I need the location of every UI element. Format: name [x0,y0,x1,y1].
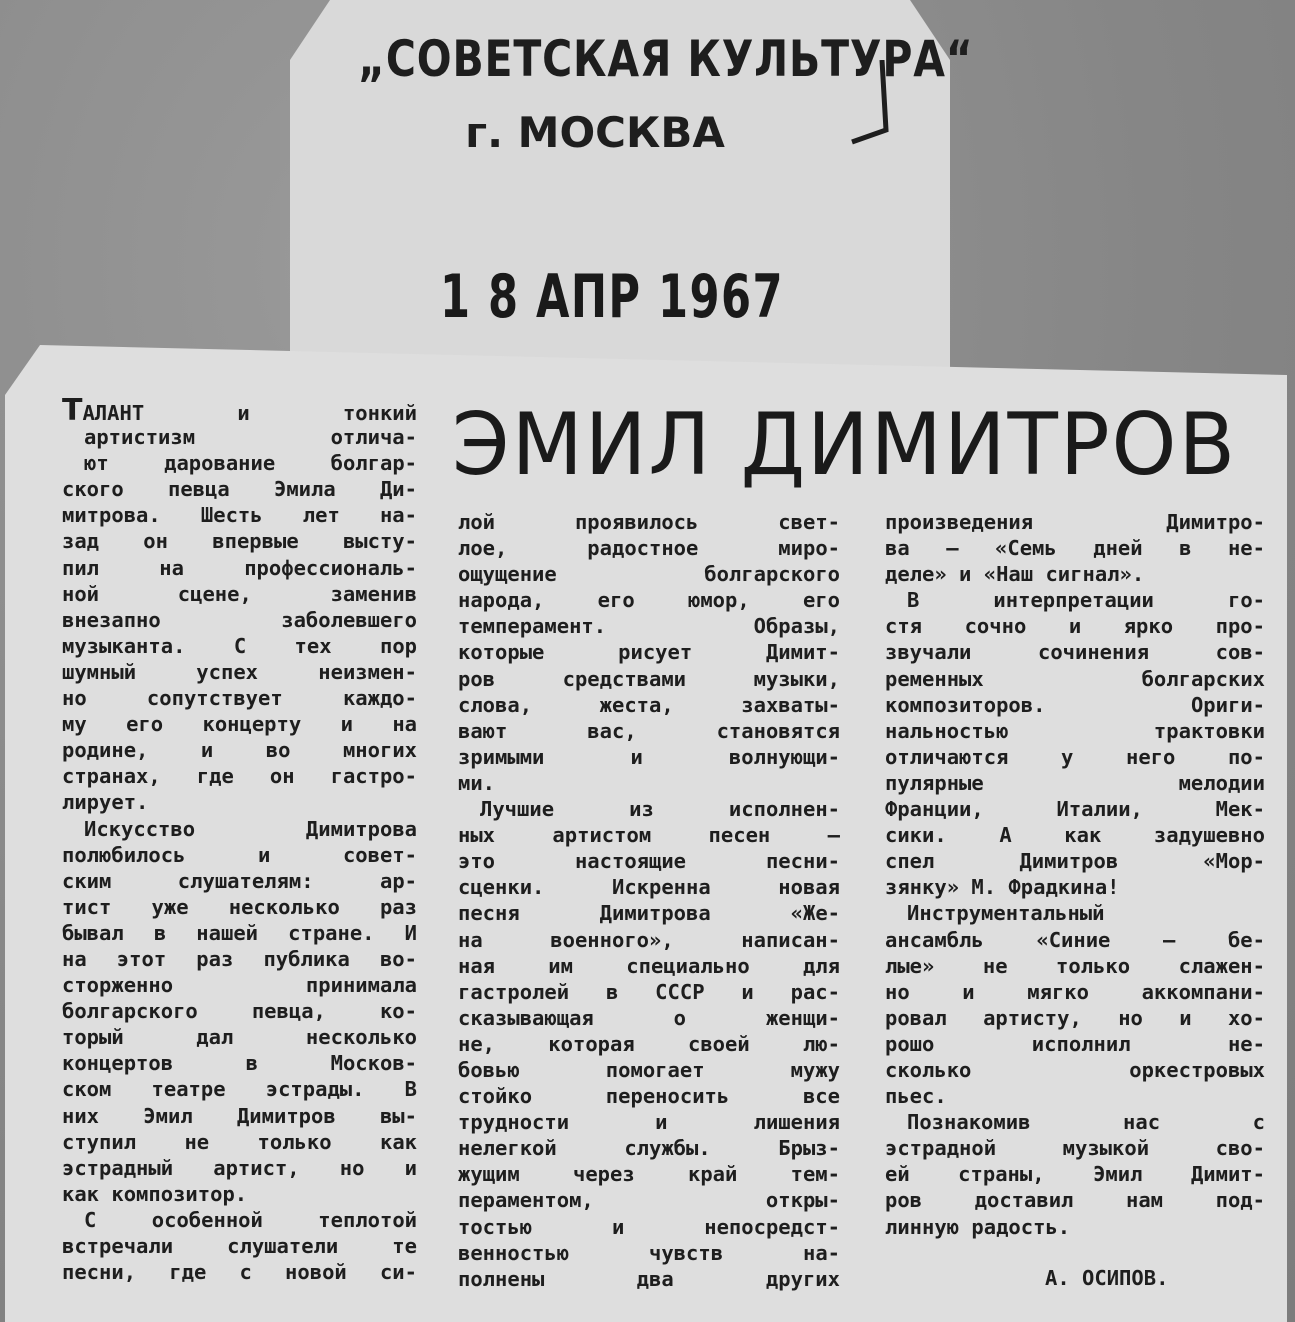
article-line: концертов в Москов- [62,1051,417,1076]
article-line: ми. [458,770,496,795]
article-line: стойко переносить все [458,1084,840,1109]
article-line: ТАЛАНТ и тонкий [62,398,417,424]
article-line: эстрадной музыкой сво- [885,1136,1265,1161]
article-line: эстрадный артист, но и [62,1155,417,1180]
article-line: звучали сочинения сов- [885,640,1265,665]
article-line: народа, его юмор, его [458,588,840,613]
article-line: сколько оркестровых [885,1057,1265,1082]
article-line: ансамбль «Синие — бе- [885,927,1265,952]
stamp-date: 1 8 АПР 1967 [440,262,785,332]
article-line: венностью чувств на- [458,1240,840,1265]
article-line: композиторов. Ориги- [885,692,1265,717]
article-line: торый дал несколько [62,1025,417,1050]
article-line: тист уже несколько раз [62,894,417,919]
article-line: музыканта. С тех пор [62,633,417,658]
article-line: Инструментальный [907,901,1105,926]
article-line: но сопутствует каждо- [62,686,417,711]
article-line: ных артистом песен — [458,823,840,848]
article-line: пил на профессиональ- [62,555,417,580]
article-line: ва — «Семь дней в не- [885,536,1265,561]
article-line: на военного», написан- [458,927,840,952]
article-line: гастролей в СССР и рас- [458,979,840,1004]
article-line: странах, где он гастро- [62,764,417,789]
article-line: ского певца Эмила Ди- [62,477,417,502]
article-line: сценки. Искренна новая [458,875,840,900]
article-line: нелегкой службы. Брыз- [458,1136,840,1161]
article-line: сказывающая о женщи- [458,1005,840,1030]
article-line: му его концерту и на [62,712,417,737]
article-line: пьес. [885,1084,947,1109]
drop-cap: Т [62,398,83,425]
article-line: песни, где с новой си- [62,1260,417,1285]
article-line: это настоящие песни- [458,849,840,874]
article-line: сторженно принимала [62,973,417,998]
article-line: ют дарование болгар- [84,451,417,476]
article-line: произведения Димитро- [885,510,1265,534]
article-line: лой проявилось свет- [458,510,840,534]
article-line: бывал в нашей стране. И [62,920,417,945]
article-line: родине, и во многих [62,738,417,763]
article-line: полюбилось и совет- [62,842,417,867]
article-line: болгарского певца, ко- [62,999,417,1024]
article-line: пераментом, откры- [458,1188,840,1213]
article-column-3 [885,509,1265,1240]
article-line: Искусство Димитрова [84,816,417,841]
article-column-2 [458,509,840,1292]
article-line: ощущение болгарского [458,562,840,587]
article-line: ной сцене, заменив [62,581,417,606]
article-line: Познакомив нас с [907,1110,1265,1135]
article-author: А. ОСИПОВ. [1045,1266,1169,1290]
article-line: нальностью трактовки [885,718,1265,743]
article-line: на этот раз публика во- [62,946,417,971]
article-line: спел Димитров «Мор- [885,849,1265,874]
article-line: внезапно заболевшего [62,607,417,632]
article-line: ским слушателям: ар- [62,868,417,893]
article-line: как композитор. [62,1181,248,1206]
stamp-newspaper-name: „СОВЕТСКАЯ КУЛЬТУРА“ [358,30,974,88]
article-column-1 [62,398,417,1285]
article-line: ров средствами музыки, [458,666,840,691]
article-line: лые» не только слажен- [885,953,1265,978]
article-line: лирует. [62,790,149,815]
article-line: ровал артисту, но и хо- [885,1005,1265,1030]
article-line: зад он впервые высту- [62,529,417,554]
article-line: митрова. Шесть лет на- [62,503,417,528]
article-line: не, которая своей лю- [458,1031,840,1056]
article-line: артистизм отличa- [84,425,417,450]
stamp-corner-mark [842,60,892,150]
article-line: ременных болгарских [885,666,1265,691]
article-line: Франции, Италии, Мек- [885,797,1265,822]
article-line: слова, жеста, захваты- [458,692,840,717]
article-line: бовью помогает мужу [458,1057,840,1082]
stamp-city: г. МОСКВА [465,108,725,157]
article-line: ей страны, Эмил Димит- [885,1162,1265,1187]
article-line: пулярные мелодии [885,770,1265,795]
article-line: встречали слушатели те [62,1234,417,1258]
article-line: шумный успех неизмен- [62,659,417,684]
article-line: ском театре эстрады. В [62,1077,417,1102]
article-line: С особенной теплотой [84,1207,417,1232]
article-line: трудности и лишения [458,1110,840,1135]
article-line: зянку» М. Фрадкина! [885,875,1120,900]
article-headline: ЭМИЛ ДИМИТРОВ [452,395,1238,495]
article-line: жущим через край тем- [458,1162,840,1187]
article-line: песня Димитрова «Же- [458,901,840,926]
article-line: рошо исполнил не- [885,1031,1265,1056]
article-line: В интерпретации го- [907,588,1265,613]
article-line: стя сочно и ярко про- [885,614,1265,639]
article-line: них Эмил Димитров вы- [62,1103,417,1128]
article-line: Лучшие из исполнен- [480,797,840,822]
article-line: ступил не только как [62,1129,417,1154]
article-line: сики. А как задушевно [885,823,1265,848]
article-line: лое, радостное миро- [458,536,840,561]
article-line: но и мягко аккомпани- [885,979,1265,1004]
article-line: деле» и «Наш сигнал». [885,562,1145,587]
article-line: темперамент. Образы, [458,614,840,639]
article-line: которые рисует Димит- [458,640,840,665]
article-line: тостью и непосредст- [458,1214,840,1239]
article-line: ная им специально для [458,953,840,978]
article-line: зримыми и волнующи- [458,744,840,769]
article-line: вают вас, становятся [458,718,840,743]
article-line: отличаются у него по- [885,744,1265,769]
article-line: полнены два других [458,1266,840,1291]
article-line: линную радость. [885,1214,1071,1239]
article-line: ров доставил нам под- [885,1188,1265,1213]
